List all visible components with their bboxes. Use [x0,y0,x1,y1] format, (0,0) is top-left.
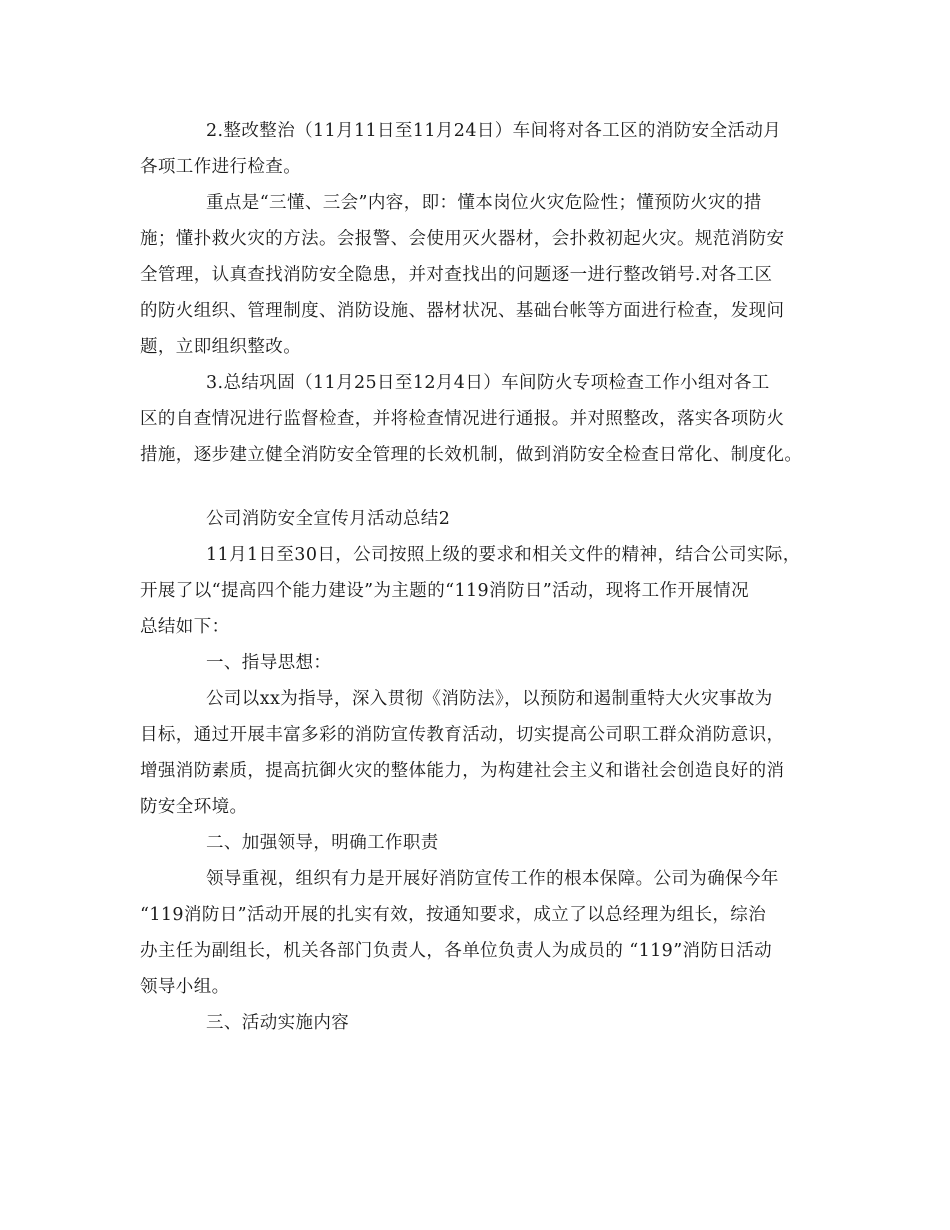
text-line: 增强消防素质，提高抗御火灾的整体能力，为构建社会主义和谐社会创造良好的消 [140,761,785,781]
document-title: 公司消防安全宣传月活动总结2 [206,509,451,529]
text-line: 公司以xx为指导，深入贯彻《消防法》，以预防和遏制重特大火灾事故为 [206,689,773,709]
text-line: 题，立即组织整改。 [140,337,302,357]
text-line: 开展了以“提高四个能力建设”为主题的“119消防日”活动，现将工作开展情况 [140,581,749,601]
text-line: 11月1日至30日，公司按照上级的要求和相关文件的精神，结合公司实际， [206,545,801,565]
text-line: 领导重视，组织有力是开展好消防宣传工作的根本保障。公司为确保今年 [206,869,779,889]
paragraph-guiding-thought [140,681,826,825]
paragraph-summary-consolidation [140,365,826,473]
text-line: 各项工作进行检查。 [140,157,302,177]
text-line: 办主任为副组长，机关各部门负责人，各单位负责人为成员的 “119”消防日活动 [140,941,773,961]
text-line: 的防火组织、管理制度、消防设施、器材状况、基础台帐等方面进行检查，发现问 [140,301,785,321]
section-title [140,501,826,537]
heading-activity-content [140,1005,826,1041]
text-line: 3.总结巩固（11月25日至12月4日）车间防火专项检查工作小组对各工 [206,373,770,393]
text-line: “119消防日”活动开展的扎实有效，按通知要求，成立了以总经理为组长，综治 [140,905,767,925]
heading-guiding-thought [140,645,826,681]
text-line: 区的自查情况进行监督检查，并将检查情况进行通报。并对照整改，落实各项防火 [140,409,785,429]
text-line: 施；懂扑救火灾的方法。会报警、会使用灭火器材，会扑救初起火灾。规范消防安 [140,229,785,249]
paragraph-rectification [140,113,826,185]
text-line: 全管理，认真查找消防安全隐患，并对查找出的问题逐一进行整改销号.对各工区 [140,265,773,285]
document-page [140,113,826,1041]
text-line: 措施，逐步建立健全消防安全管理的长效机制，做到消防安全检查日常化、制度化。 [140,445,803,465]
text-line: 重点是“三懂、三会”内容，即：懂本岗位火灾危险性；懂预防火灾的措 [206,193,762,213]
text-line: 2.整改整治（11月11日至11月24日）车间将对各工区的消防安全活动月 [206,121,782,141]
section-heading: 一、指导思想： [206,653,332,673]
section-heading: 三、活动实施内容 [206,1013,350,1033]
text-line: 领导小组。 [140,977,230,997]
paragraph-leadership [140,861,826,1005]
text-line: 防安全环境。 [140,797,248,817]
heading-leadership [140,825,826,861]
paragraph-intro [140,537,826,645]
text-line: 目标，通过开展丰富多彩的消防宣传教育活动，切实提高公司职工群众消防意识， [140,725,785,745]
section-heading: 二、加强领导，明确工作职责 [206,833,439,853]
text-line: 总结如下： [140,617,230,637]
paragraph-focus [140,185,826,365]
